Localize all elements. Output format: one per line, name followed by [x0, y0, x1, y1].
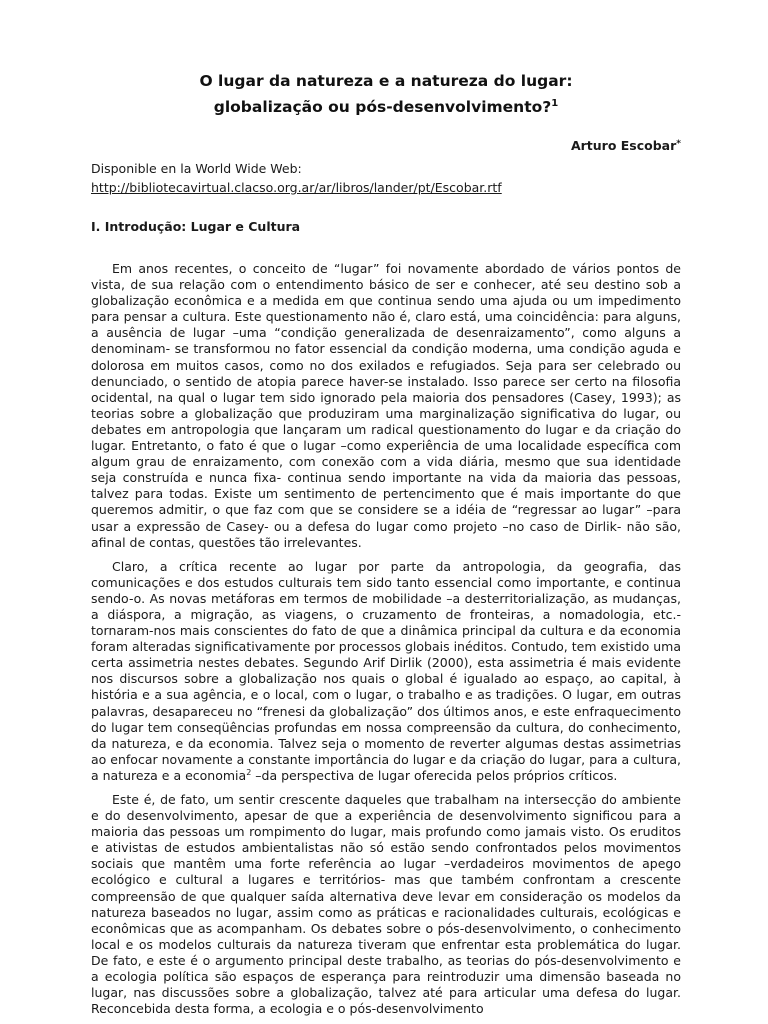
author-name: Arturo Escobar: [570, 138, 677, 153]
title-line-2: globalização ou pós-desenvolvimento?: [213, 98, 552, 116]
paragraph-1: Em anos recentes, o conceito de “lugar” foi novamente abordado de vários pontos de vista, de sua relação com o entendimento básico de ser e conhecer, até seu destino sob a globalização econômica e a medida em que continua sendo uma ajuda ou um impedimento para pensar a cultura. Este questionamento não é, claro está, uma coincidência: para alguns, a ausência de lugar –uma “condição generalizada de desenraizamento”, como alguns a denominam- se transformou no fator essencial da condição moderna, uma condição aguda e dolorosa em muitos casos, como no dos exilados e refugiados. Seja para ser celebrado ou denunciado, o sentido de atopia parece haver-se instalado. Isso parece ser certo na filosofia ocidental, na qual o lugar tem sido ignorado pela maioria dos pensadores (Casey, 1993); as teorias sobre a globalização que produziram uma marginalização significativa do lugar, ou debates em antropologia que lançaram um radical questionamento do lugar e da criação do lugar. Entretanto, o fato é que o lugar –como experiência de uma localidade específica com algum grau de enraizamento, com conexão com a vida diária, mesmo que sua identidade seja construída e nunca fixa- continua sendo importante na vida da maioria das pessoas, talvez para todas. Existe um sentimento de pertencimento que é mais importante do que queremos admitir, o que faz com que se considere se a idéia de “regressar ao lugar” –para usar a expressão de Casey- ou a defesa do lugar como projeto –no caso de Dirlik- não são, afinal de contas, questões tão irrelevantes.: [91, 261, 681, 550]
author-line: [91, 138, 681, 154]
document-title: [91, 0, 681, 120]
paragraph-2-footnote-marker: 2: [246, 767, 252, 777]
paragraph-3: Este é, de fato, um sentir crescente daqueles que trabalham na intersecção do ambiente e do desenvolvimento, apesar de que a experiência de desenvolvimento significou para a maioria das pessoas um rompimento do lugar, mais profundo como jamais visto. Os eruditos e ativistas de estudos ambientalistas não só estão sendo confrontados pelos movimentos sociais que mantêm uma forte referência ao lugar –verdadeiros movimentos de apego ecológico e cultural a lugares e territórios- mas que também confrontam a crescente compreensão de que qualquer saída alternativa deve levar em consideração os modelos da natureza baseados no lugar, assim como as práticas e racionalidades culturais, ecológicas e econômicas que as acompanham. Os debates sobre o pós-desenvolvimento, o conhecimento local e os modelos culturais da natureza tiveram que enfrentar esta problemática do lugar. De fato, e este é o argumento principal deste trabalho, as teorias do pós-desenvolvimento e a ecologia política são espaços de esperança para reintroduzir uma dimensão baseada no lugar, nas discussões sobre a globalização, talvez até para articular uma defesa do lugar. Reconcebida desta forma, a ecologia e o pós-desenvolvimento: [91, 792, 681, 1017]
paragraph-2: [91, 559, 681, 784]
paragraph-2-main: Claro, a crítica recente ao lugar por parte da antropologia, da geografia, das comunicações e dos estudos culturais tem sido tanto essencial como importante, e continua sendo-o. As novas metáforas em termos de mobilidade –a desterritorialização, as mudanças, a diáspora, a migração, as viagens, o cruzamento de fronteiras, a nomadologia, etc.- tornaram-nos mais conscientes do fato de que a dinâmica principal da cultura e da economia foram alteradas significativamente por processos globais inéditos. Contudo, tem existido uma certa assimetria nestes debates. Segundo Arif Dirlik (2000), esta assimetria é mais evidente nos discursos sobre a globalização nos quais o global é igualado ao espaço, ao capital, à história e a sua agência, e o local, com o lugar, o trabalho e as tradições. O lugar, em outras palavras, desapareceu no “frenesi da globalização” dos últimos anos, e este enfraquecimento do lugar tem conseqüências profundas em nossa compreensão da cultura, do conhecimento, da natureza, e da economia. Talvez seja o momento de reverter algumas destas assimetrias ao enfocar novamente a constante importância do lugar e da criação do lugar, para a cultura, a natureza e a economia: [91, 558, 682, 783]
title-line-1: O lugar da natureza e a natureza do lugar:: [199, 72, 573, 90]
source-label: Disponible en la World Wide Web:: [91, 161, 302, 176]
paragraph-2-tail: –da perspectiva de lugar oferecida pelos próprios críticos.: [251, 767, 618, 783]
body-text: [91, 261, 681, 1017]
section-heading: I. Introdução: Lugar e Cultura: [91, 219, 301, 234]
title-footnote-marker: 1: [551, 98, 559, 109]
source-block: [91, 159, 681, 197]
author-footnote-marker: *: [676, 139, 681, 149]
source-link[interactable]: http://bibliotecavirtual.clacso.org.ar/ar/libros/lander/pt/Escobar.rtf: [91, 180, 502, 195]
